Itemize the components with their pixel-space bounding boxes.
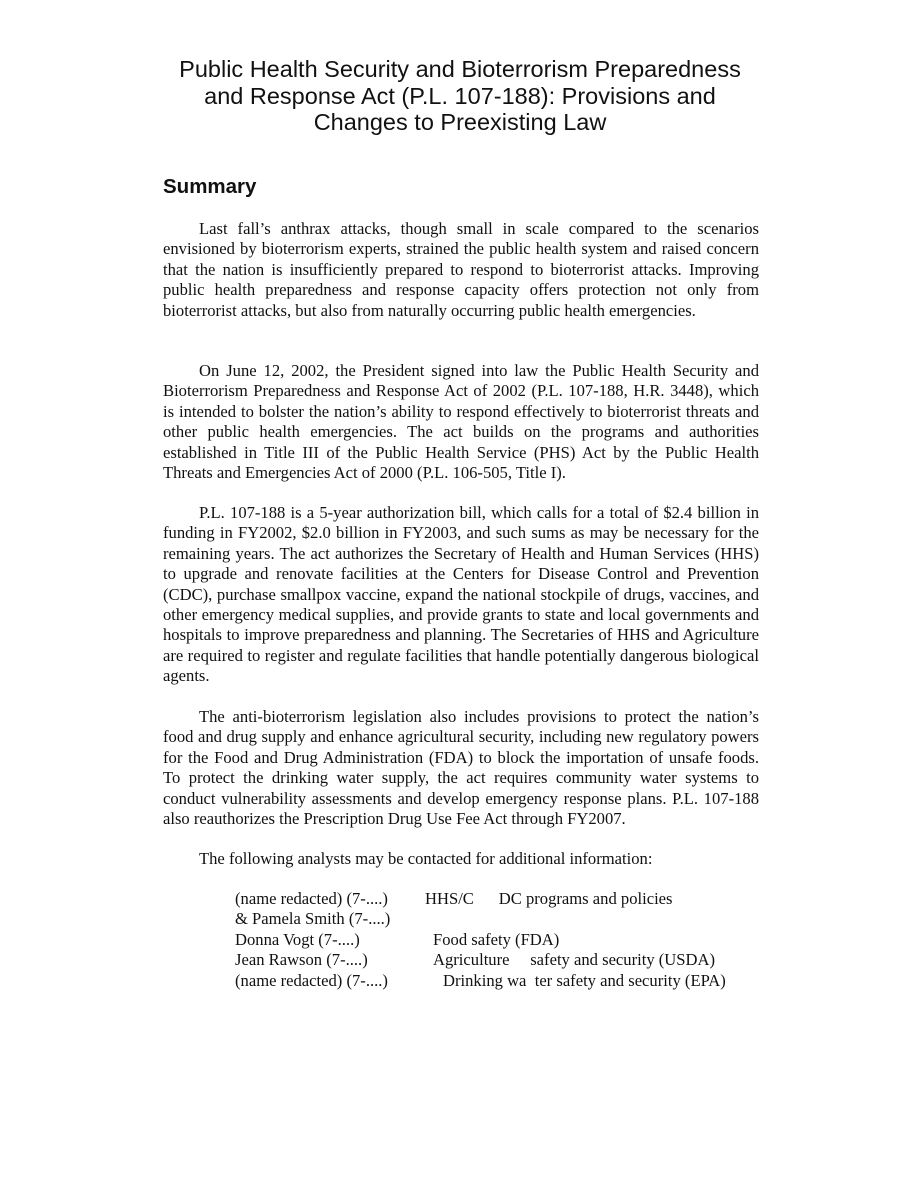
section-heading: Summary — [163, 175, 257, 198]
contact-row — [235, 889, 775, 909]
contact-topic: Agriculture safety and security (USDA) — [433, 950, 716, 970]
title-line: Public Health Security and Bioterrorism Preparedness — [179, 56, 741, 82]
contact-row — [235, 909, 775, 929]
contact-name: Donna Vogt (7-....) — [235, 929, 360, 949]
contact-name: (name redacted) (7-....) — [235, 970, 388, 990]
contact-row — [235, 950, 775, 970]
contact-name: & Pamela Smith (7-....) — [235, 909, 391, 929]
contact-intro-paragraph: The following analysts may be contacted for additional information: — [199, 849, 653, 868]
contact-topic: Food safety (FDA) — [433, 929, 560, 949]
title-line: Changes to Preexisting Law — [313, 109, 607, 135]
summary-paragraph: P.L. 107-188 is a 5-year authorization bill, which calls for a total of $2.4 billion in funding in FY2002, $2.0 billion in FY2003, and such sums as may be necessary for the remaining years. The act authorizes the Secretary of Health and Human Services (HHS) to upgrade and renovate facilities at the Centers for Disease Control and Prevention (CDC), purchase smallpox vaccine, expand the national stockpile of drugs, vaccines, and other emergency medical supplies, and provide grants to state and local governments and hospitals to improve preparedness and planning. The Secretaries of HHS and Agriculture are required to register and regulate facilities that handle potentially dangerous biological agents. — [163, 503, 759, 686]
summary-paragraph: On June 12, 2002, the President signed into law the Public Health Security and Bioterrorism Preparedness and Response Act of 2002 (P.L. 107-188, H.R. 3448), which is intended to bolster the nation’s ability to respond effectively to bioterrorist threats and other public health emergencies. The act builds on the programs and authorities established in Title III of the Public Health Service (PHS) Act by the Public Health Threats and Emergencies Act of 2000 (P.L. 106-505, Title I). — [163, 361, 759, 483]
summary-paragraph: The anti-bioterrorism legislation also includes provisions to protect the nation’s food and drug supply and enhance agricultural security, including new regulatory powers for the Food and Drug Administration (FDA) to block the importation of unsafe foods. To protect the drinking water supply, the act requires community water systems to conduct vulnerability assessments and develop emergency response plans. P.L. 107-188 also reauthorizes the Prescription Drug Use Fee Act through FY2007. — [163, 707, 759, 829]
contact-topic: HHS/C DC programs and policies — [425, 889, 673, 908]
contact-name: (name redacted) (7-....) — [235, 889, 388, 908]
title-line: and Response Act (P.L. 107-188): Provisions and — [204, 82, 716, 109]
contact-name: Jean Rawson (7-....) — [235, 950, 368, 970]
contact-row — [235, 930, 775, 950]
document-title — [140, 56, 780, 136]
contact-topic: Drinking wa ter safety and security (EPA) — [443, 970, 726, 990]
summary-paragraph: Last fall’s anthrax attacks, though small in scale compared to the scenarios envisioned by bioterrorism experts, strained the public health system and raised concern that the nation is insufficiently prepared to respond to bioterrorist attacks. Improving public health preparedness and response capacity offers protection not only from bioterrorist attacks, but also from naturally occurring public health emergencies. — [163, 219, 759, 320]
contact-row — [235, 971, 775, 991]
contacts-list — [235, 889, 775, 991]
